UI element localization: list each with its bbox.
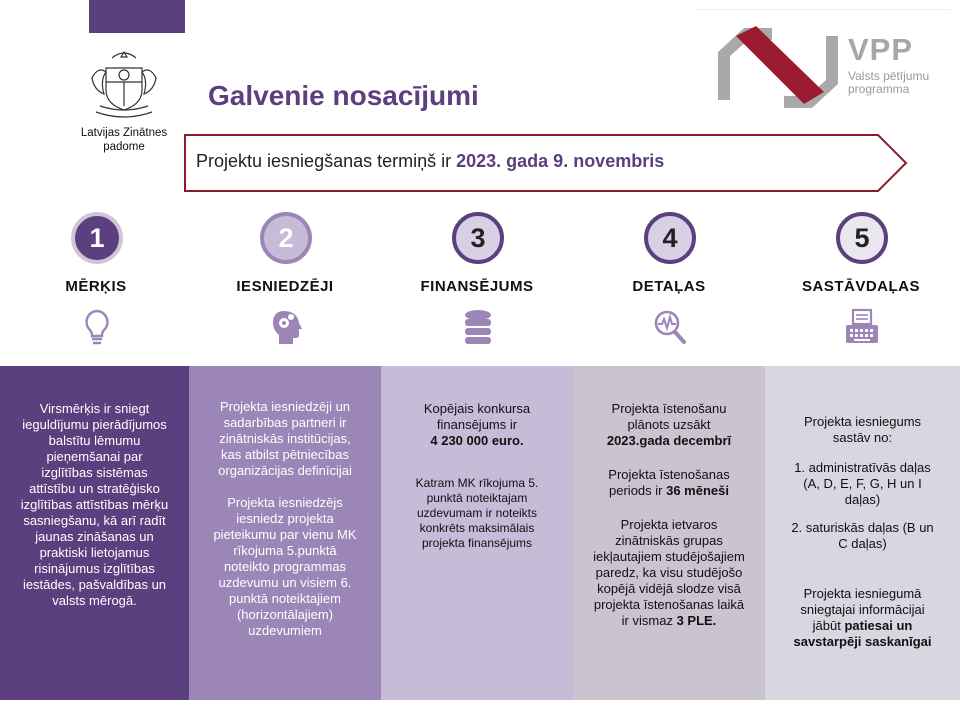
components-note — [785, 586, 940, 650]
panel-components — [765, 366, 960, 700]
list-item: 1. administratīvās daļas (A, D, E, F, G, H un I daļas) — [794, 460, 931, 507]
details-period-value: 36 mēneši — [666, 483, 729, 498]
funding-text-1: Kopējais konkursa finansējums ir — [423, 401, 531, 432]
details-start-date: 2023.gada decembrī — [606, 433, 732, 448]
vpp-subtitle — [848, 70, 938, 96]
deadline-prefix: Projektu iesniegšanas termiņš ir — [196, 151, 457, 171]
details-students-text: Projekta ietvaros zinātniskās grupas iekļautajiem studējošajiem paredz, ka visu studējošo kopējā vidējā slodze visā projekta īstenošanas laikā ir vismaz — [593, 517, 745, 628]
vpp-subtitle-text: Valsts pētījumu programma — [848, 69, 930, 96]
latvia-coat-of-arms-icon — [84, 48, 164, 124]
vpp-logo-icon — [714, 22, 842, 112]
page-title: Galvenie nosacījumi — [208, 80, 479, 111]
panel-applicants — [189, 366, 381, 700]
organization-name: Latvijas Zinātnes padome — [80, 127, 168, 153]
list-item: 2. saturiskās daļas (B un C daļas) — [791, 520, 934, 551]
details-ple-value: 3 PLE. — [676, 613, 717, 628]
step-number-badge: 3 — [452, 212, 504, 264]
magnifier-pulse-icon — [652, 308, 688, 346]
deadline-date: 2023. gada 9. novembris — [456, 151, 665, 171]
step-label: DETAĻAS — [632, 278, 706, 295]
step-3 — [381, 212, 573, 362]
components-intro: Projekta iesniegums sastāv no: — [803, 414, 922, 445]
step-5 — [765, 212, 957, 362]
database-icon — [460, 308, 496, 346]
funding-amount: 4 230 000 euro. — [430, 433, 524, 448]
details-text-1: Projekta īstenošanu plānots uzsākt — [611, 401, 727, 432]
vpp-title: VPP — [848, 32, 914, 67]
details-period-text: Projekta īstenošanas periods ir — [608, 467, 730, 498]
step-label: FINANSĒJUMS — [420, 278, 534, 295]
components-list — [785, 460, 940, 552]
step-1 — [0, 212, 192, 362]
step-2 — [189, 212, 381, 362]
panel-details — [573, 366, 765, 700]
step-number-badge: 5 — [836, 212, 888, 264]
applicants-text-2: Projekta iesniedzējs iesniedz projekta pieteikumu par vienu MK rīkojuma 5.punktā noteikto programmas uzdevumu un visiem 6. punktā noteiktajiem (horizontālajiem) uzdevumiem — [213, 495, 357, 638]
deadline-text — [196, 151, 664, 172]
lightbulb-icon — [79, 308, 115, 346]
head-gears-icon — [268, 308, 304, 346]
step-number-badge: 1 — [71, 212, 123, 264]
deadline-banner — [184, 134, 910, 192]
funding-text-2: Katram MK rīkojuma 5. punktā noteiktajam uzdevumam ir noteikts konkrēts maksimālais projekta finansējums — [415, 476, 539, 550]
step-4 — [573, 212, 765, 362]
components-note-text: Projekta iesniegumā sniegtajai informācijai jābūt — [800, 586, 925, 633]
top-accent-bar — [89, 0, 185, 33]
step-label: IESNIEDZĒJI — [236, 278, 334, 295]
step-label: MĒRĶIS — [65, 278, 127, 295]
applicants-text-1: Projekta iesniedzēji un sadarbības partneri ir zinātniskās institūcijas, kas atbilst pētniecības organizācijas definīcijai — [218, 399, 352, 478]
step-number-badge: 2 — [260, 212, 312, 264]
panel-goal — [0, 366, 189, 700]
panel-funding — [381, 366, 573, 700]
details-period — [593, 467, 745, 499]
goal-text: Virsmērķis ir sniegt ieguldījumu pierādījumos balstītu lēmumu pieņemšanai par izglītības sistēmas attīstību un stratēģisko izglītības attīstības mērķu sasniegšanu, kā arī radīt jaunas zināšanas un praktiski lietojamus risinājumus izglītības iestādes, pašvaldības un valsts mērogā. — [20, 401, 169, 608]
typewriter-icon — [844, 308, 880, 346]
step-number-badge: 4 — [644, 212, 696, 264]
components-note-emphasis: patiesai un savstarpēji saskanīgai — [793, 618, 932, 649]
step-label: SASTĀVDAĻAS — [801, 278, 920, 295]
top-divider-line — [694, 9, 950, 10]
details-students — [593, 517, 745, 629]
